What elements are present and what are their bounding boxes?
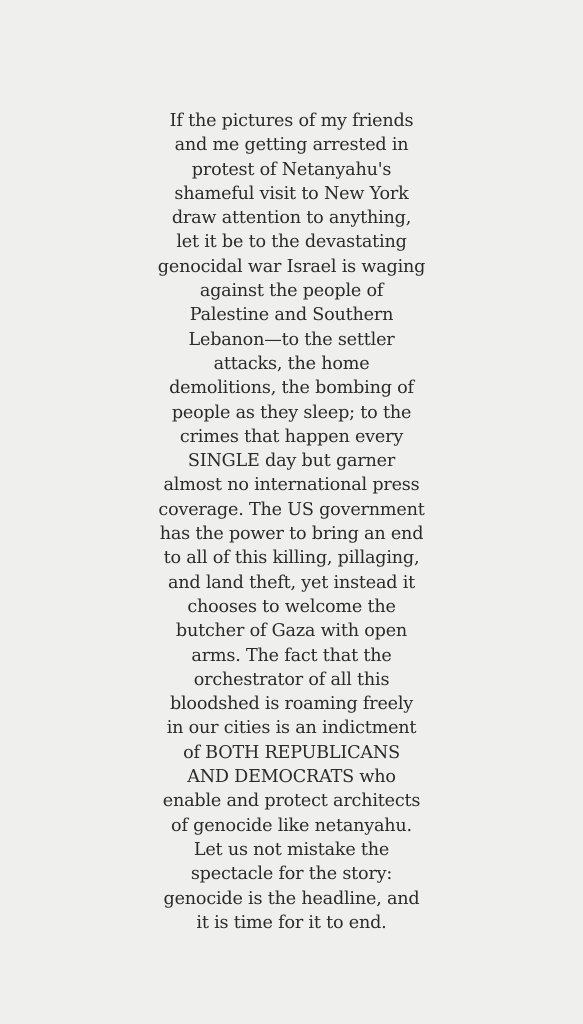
story-line: people as they sleep; to the (171, 402, 412, 423)
story-line: crimes that happen every (179, 426, 404, 447)
story-line: Let us not mistake the (193, 839, 390, 860)
story-line: Lebanon—to the settler (188, 329, 395, 350)
story-line: and me getting arrested in (174, 135, 409, 156)
story-line: spectacle for the story: (190, 864, 393, 885)
story-line: to all of this killing, pillaging, (163, 548, 420, 569)
story-line: attacks, the home (213, 353, 370, 374)
story-line: protest of Netanyahu's (191, 159, 392, 180)
story-line: enable and protect architects (162, 791, 421, 812)
story-line: of genocide like netanyahu. (171, 815, 412, 836)
story-line: it is time for it to end. (196, 912, 387, 933)
story-line: arms. The fact that the (191, 645, 392, 666)
story-line: butcher of Gaza with open (175, 621, 408, 642)
story-line: genocide is the headline, and (163, 888, 420, 909)
story-line: has the power to bring an end (159, 524, 424, 545)
story-line: genocidal war Israel is waging (157, 256, 426, 277)
story-line: and land theft, yet instead it (167, 572, 416, 593)
story-line: chooses to welcome the (187, 596, 396, 617)
story-line: against the people of (199, 281, 384, 302)
story-line: let it be to the devastating (176, 232, 407, 253)
story-line: bloodshed is roaming freely (169, 694, 414, 715)
story-line: almost no international press (163, 475, 420, 496)
story-line: in our cities is an indictment (166, 718, 417, 739)
story-line: coverage. The US government (158, 499, 425, 520)
story-line: draw attention to anything, (171, 208, 412, 229)
story-text-block (120, 109, 463, 935)
story-line: demolitions, the bombing of (169, 378, 414, 399)
story-line: SINGLE day but garner (187, 451, 396, 472)
story-line: If the pictures of my friends (169, 111, 414, 131)
story-line: of BOTH REPUBLICANS (183, 742, 400, 763)
story-line: Palestine and Southern (189, 305, 394, 326)
story-line: AND DEMOCRATS who (187, 767, 396, 788)
story-line: shameful visit to New York (174, 183, 409, 204)
story-line: orchestrator of all this (193, 669, 390, 690)
